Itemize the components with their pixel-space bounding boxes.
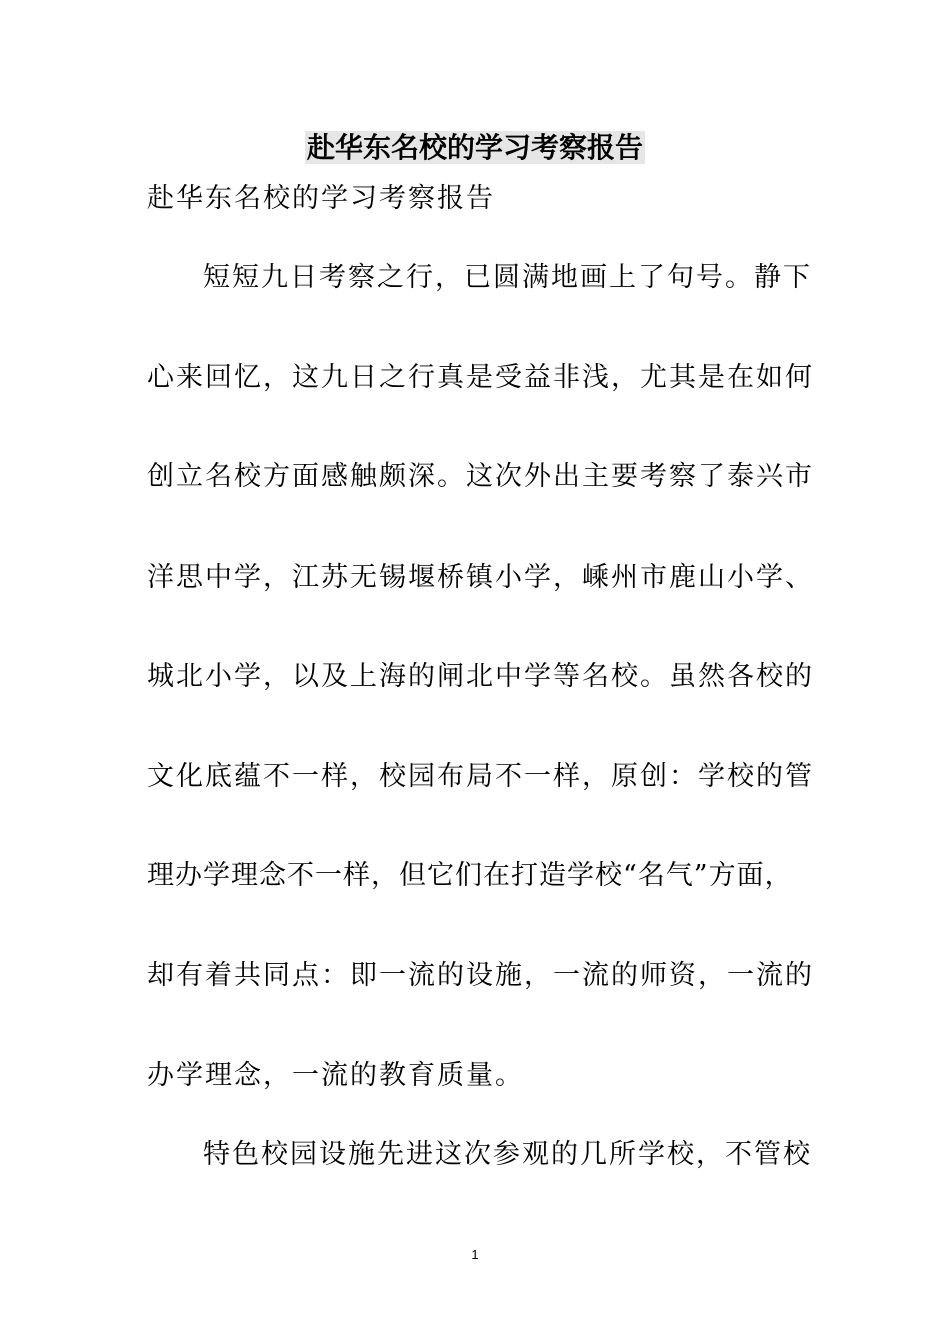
- paragraph-line: 特色校园设施先进这次参观的几所学校，不管校: [203, 1139, 812, 1170]
- document-title-text: 赴华东名校的学习考察报告: [306, 131, 643, 164]
- document-subtitle: 赴华东名校的学习考察报告: [147, 183, 495, 214]
- paragraph-line: 却有着共同点：即一流的设施，一流的师资，一流的: [147, 960, 814, 991]
- document-title: [0, 128, 950, 168]
- paragraph-line: 理办学理念不一样，但它们在打造学校“名气”方面，: [147, 860, 793, 891]
- paragraph-line: 城北小学，以及上海的闸北中学等名校。虽然各校的: [147, 661, 814, 692]
- paragraph-line: 创立名校方面感触颇深。这次外出主要考察了泰兴市: [147, 461, 814, 492]
- paragraph-line: 洋思中学，江苏无锡堰桥镇小学，嵊州市鹿山小学、: [147, 562, 814, 593]
- paragraph-line: 文化底蕴不一样，校园布局不一样，原创：学校的管: [147, 761, 814, 792]
- paragraph-line: 办学理念，一流的教育质量。: [147, 1060, 524, 1091]
- paragraph-line: 心来回忆，这九日之行真是受益非浅，尤其是在如何: [147, 362, 814, 393]
- paragraph-line: 短短九日考察之行，已圆满地画上了句号。静下: [203, 262, 812, 293]
- page-number: 1: [471, 1247, 479, 1262]
